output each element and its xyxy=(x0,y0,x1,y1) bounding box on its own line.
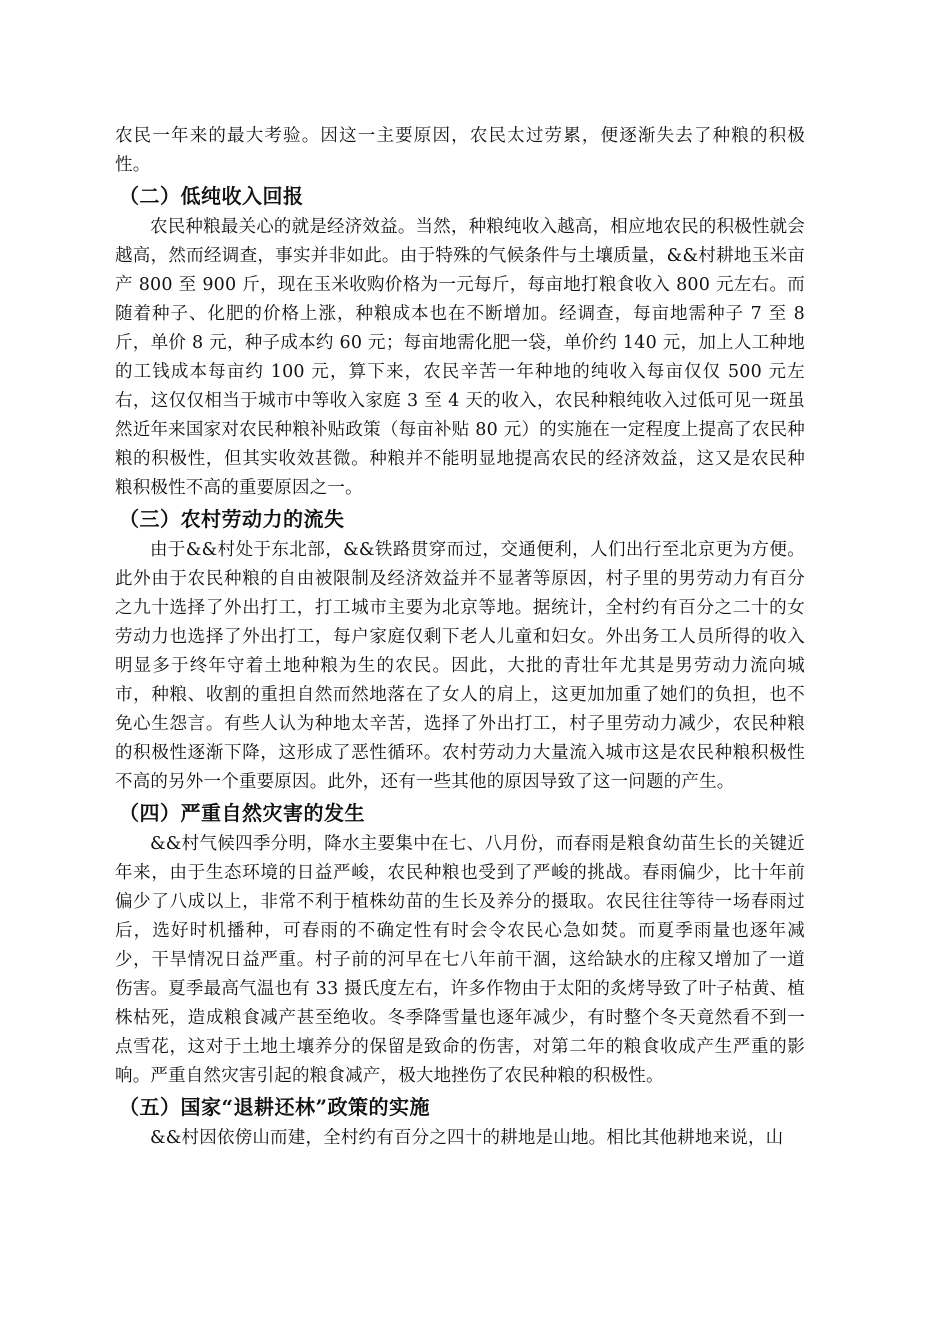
paragraph-policy: &&村因依傍山而建，全村约有百分之四十的耕地是山地。相比其他耕地来说，山 xyxy=(150,1128,784,1148)
section-heading-3: （三）农村劳动力的流失 xyxy=(119,507,345,531)
paragraph-labor: 由于&&村处于东北部，&&铁路贯穿而过，交通便利，人们出行至北京更为方便。此外由于农民种粮的自由被限制及经济效益并不显著等原因，村子里的男劳动力有百分之九十选择了外出打工，打工城市主要为北京等地。据统计，全村约有百分之二十的女劳动力也选择了外出打工，每户家庭仅剩下老人儿童和妇女。外出务工人员所得的收入明显多于终年守着土地种粮为生的农民。因此，大批的青壮年尤其是男劳动力流向城市，种粮、收割的重担自然而然地落在了女人的肩上，这更加加重了她们的负担，也不免心生怨言。有些人认为种地太辛苦，选择了外出打工，村子里劳动力减少，农民种粮的积极性逐渐下降，这形成了恶性循环。农村劳动力大量流入城市这是农民种粮积极性不高的另外一个重要原因。此外，还有一些其他的原因导致了这一问题的产生。 xyxy=(115,540,805,792)
section-heading-4: （四）严重自然灾害的发生 xyxy=(119,801,365,825)
paragraph-intro: 农民一年来的最大考验。因这一主要原因，农民太过劳累，便逐渐失去了种粮的积极性。 xyxy=(115,126,805,175)
section-heading-2: （二）低纯收入回报 xyxy=(119,184,304,208)
section-heading-5: （五）国家“退耕还林”政策的实施 xyxy=(119,1095,431,1119)
document-body xyxy=(115,122,805,1153)
paragraph-disaster: &&村气候四季分明，降水主要集中在七、八月份，而春雨是粮食幼苗生长的关键近年来，由于生态环境的日益严峻，农民种粮也受到了严峻的挑战。春雨偏少，比十年前偏少了八成以上，非常不利于植株幼苗的生长及养分的摄取。农民往往等待一场春雨过后，选好时机播种，可春雨的不确定性有时会令农民心急如焚。而夏季雨量也逐年减少，干旱情况日益严重。村子前的河早在七八年前干涸，这给缺水的庄稼又增加了一道伤害。夏季最高气温也有 33 摄氏度左右，许多作物由于太阳的炙烤导致了叶子枯黄、植株枯死，造成粮食减产甚至绝收。冬季降雪量也逐年减少，有时整个冬天竟然看不到一点雪花，这对于土地土壤养分的保留是致命的伤害，对第二年的粮食收成产生严重的影响。严重自然灾害引起的粮食减产，极大地挫伤了农民种粮的积极性。 xyxy=(115,834,805,1086)
paragraph-income: 农民种粮最关心的就是经济效益。当然，种粮纯收入越高，相应地农民的积极性就会越高，然而经调查，事实并非如此。由于特殊的气候条件与土壤质量，&&村耕地玉米亩产 800 至 900 斤，现在玉米收购价格为一元每斤，每亩地打粮食收入 800 元左右。而随着种子、化肥的价格上涨，种粮成本也在不断增加。经调查，每亩地需种子 7 至 8 斤，单价 8 元，种子成本约 60 元；每亩地需化肥一袋，单价约 140 元，加上人工种地的工钱成本每亩约 100 元，算下来，农民辛苦一年种地的纯收入每亩仅仅 500 元左右，这仅仅相当于城市中等收入家庭 3 至 4 天的收入，农民种粮纯收入过低可见一斑虽然近年来国家对农民种粮补贴政策（每亩补贴 80 元）的实施在一定程度上提高了农民种粮的积极性，但其实收效甚微。种粮并不能明显地提高农民的经济效益，这又是农民种粮积极性不高的重要原因之一。 xyxy=(115,217,805,498)
